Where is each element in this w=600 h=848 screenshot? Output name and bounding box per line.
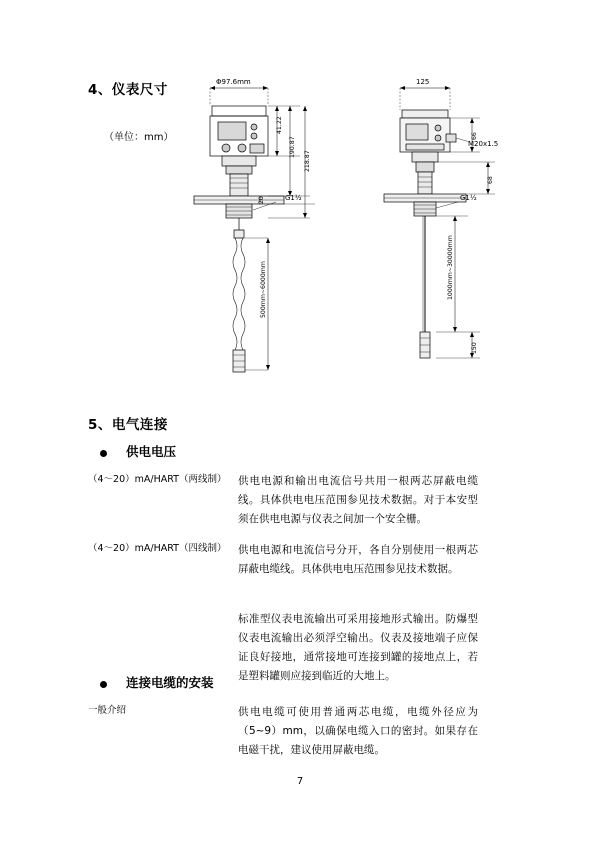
dim-probe-length-right: 1000mm~30000mm xyxy=(447,235,454,300)
dim-190-87: 190.87 xyxy=(289,136,296,158)
thread-label-left: G1½ xyxy=(285,194,302,202)
thread-label-right: G1½ xyxy=(460,194,477,202)
dim-68: 68 xyxy=(487,176,494,184)
dim-top-diameter: Φ97.6mm xyxy=(216,78,251,86)
entry-text-3: 标准型仪表电流输出可采用接地形式输出。防爆型仪表电流输出必须浮空输出。仪表及接地端子应保证良好接地，通常接地可连接到罐的接地点上，若是塑料罐则应接到临近的大地上。 xyxy=(238,613,478,682)
entry-label-2: （4～20）mA/HART（四线制） xyxy=(88,543,227,554)
instrument-dimension-drawing xyxy=(150,70,530,400)
section-heading-electrical: 5、电气连接 xyxy=(88,417,168,433)
dim-top-width: 125 xyxy=(416,78,430,86)
cable-entry-label: M20x1.5 xyxy=(468,140,499,148)
entry-text-1: 供电电源和输出电流信号共用一根两芯屏蔽电缆线。具体供电电压范围参见技术数据。对于本安型须在供电电源与仪表之间加一个安全栅。 xyxy=(238,475,478,525)
dim-218-87: 218.87 xyxy=(304,150,311,172)
dim-66: 66 xyxy=(471,132,478,140)
entry-label-1: （4～20）mA/HART（两线制） xyxy=(88,474,227,485)
dim-probe-length-left: 500mm~6000mm xyxy=(260,261,267,318)
drawing-svg xyxy=(150,70,530,400)
dim-150: 150 xyxy=(471,342,478,354)
bullet-heading-cable-install: 连接电缆的安装 xyxy=(126,675,214,690)
entry-text-2: 供电电源和电流信号分开，各自分别使用一根两芯屏蔽电缆线。具体供电电压范围参见技术数据。 xyxy=(238,544,478,575)
entry-label-4: 一般介绍 xyxy=(88,705,127,716)
page-number: 7 xyxy=(296,776,304,787)
bullet-dot-icon-1 xyxy=(100,450,107,457)
bullet-dot-icon-2 xyxy=(100,681,107,688)
unit-note: （单位：mm） xyxy=(104,132,174,143)
bullet-heading-supply-voltage: 供电电压 xyxy=(126,444,177,459)
section-heading-dimensions: 4、仪表尺寸 xyxy=(88,82,168,98)
dim-20: 20 xyxy=(258,196,265,204)
entry-text-4: 供电电缆可使用普通两芯电缆，电缆外径应为（5~9）mm，以确保电缆入口的密封。如果存在电磁干扰，建议使用屏蔽电缆。 xyxy=(238,706,478,756)
dim-41-22: 41.22 xyxy=(276,116,283,134)
